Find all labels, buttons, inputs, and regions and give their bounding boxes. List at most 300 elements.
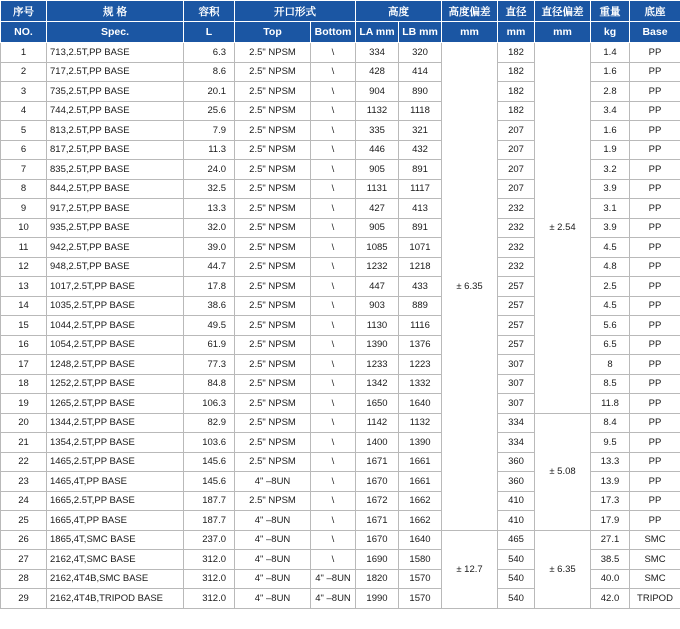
cell-top: 2.5" NPSM <box>235 491 311 511</box>
cell-spec: 942,2.5T,PP BASE <box>47 238 184 258</box>
cell-weight: 2.8 <box>591 82 630 102</box>
cell-lb: 1132 <box>399 413 442 433</box>
cell-top: 4" –8UN <box>235 530 311 550</box>
cell-base: PP <box>630 316 680 336</box>
cell-spec: 2162,4T,SMC BASE <box>47 550 184 570</box>
cell-base: SMC <box>630 530 680 550</box>
header-opening-cn: 开口形式 <box>235 1 356 22</box>
cell-lb: 891 <box>399 218 442 238</box>
cell-top: 2.5" NPSM <box>235 238 311 258</box>
cell-lb: 321 <box>399 121 442 141</box>
cell-la: 427 <box>356 199 399 219</box>
cell-no: 15 <box>1 316 47 336</box>
cell-la: 1233 <box>356 355 399 375</box>
cell-spec: 1044,2.5T,PP BASE <box>47 316 184 336</box>
cell-la: 905 <box>356 218 399 238</box>
cell-spec: 1354,2.5T,PP BASE <box>47 433 184 453</box>
cell-bottom: \ <box>311 121 356 141</box>
cell-top: 2.5" NPSM <box>235 82 311 102</box>
cell-weight: 27.1 <box>591 530 630 550</box>
cell-weight: 13.3 <box>591 452 630 472</box>
cell-spec: 1665,2.5T,PP BASE <box>47 491 184 511</box>
cell-bottom: \ <box>311 277 356 297</box>
header-spec-en: Spec. <box>47 22 184 43</box>
cell-volume: 187.7 <box>184 511 235 531</box>
header-lb-en: LB mm <box>399 22 442 43</box>
cell-top: 4" –8UN <box>235 589 311 609</box>
cell-bottom: \ <box>311 101 356 121</box>
cell-base: PP <box>630 335 680 355</box>
cell-spec: 813,2.5T,PP BASE <box>47 121 184 141</box>
cell-lb: 890 <box>399 82 442 102</box>
cell-volume: 312.0 <box>184 550 235 570</box>
cell-base: PP <box>630 43 680 63</box>
cell-volume: 11.3 <box>184 140 235 160</box>
cell-no: 21 <box>1 433 47 453</box>
cell-diameter: 540 <box>498 589 535 609</box>
cell-diameter: 540 <box>498 550 535 570</box>
cell-diameter: 257 <box>498 296 535 316</box>
cell-lb: 433 <box>399 277 442 297</box>
cell-no: 4 <box>1 101 47 121</box>
cell-bottom: \ <box>311 355 356 375</box>
cell-base: TRIPOD <box>630 589 680 609</box>
cell-no: 19 <box>1 394 47 414</box>
cell-top: 2.5" NPSM <box>235 394 311 414</box>
cell-no: 14 <box>1 296 47 316</box>
cell-spec: 1865,4T,SMC BASE <box>47 530 184 550</box>
cell-spec: 1665,4T,PP BASE <box>47 511 184 531</box>
cell-la: 1130 <box>356 316 399 336</box>
cell-lb: 414 <box>399 62 442 82</box>
cell-volume: 24.0 <box>184 160 235 180</box>
table-body <box>1 43 680 609</box>
cell-diameter: 307 <box>498 355 535 375</box>
header-height-tol-unit: mm <box>442 22 498 43</box>
table-row <box>1 530 680 550</box>
cell-bottom: \ <box>311 394 356 414</box>
cell-no: 28 <box>1 569 47 589</box>
cell-spec: 2162,4T4B,TRIPOD BASE <box>47 589 184 609</box>
cell-base: PP <box>630 82 680 102</box>
header-no-en: NO. <box>1 22 47 43</box>
cell-base: PP <box>630 413 680 433</box>
cell-spec: 1035,2.5T,PP BASE <box>47 296 184 316</box>
header-spec-cn: 规 格 <box>47 1 184 22</box>
cell-diameter: 232 <box>498 257 535 277</box>
cell-bottom: \ <box>311 257 356 277</box>
cell-top: 4" –8UN <box>235 511 311 531</box>
cell-spec: 717,2.5T,PP BASE <box>47 62 184 82</box>
cell-spec: 1248,2.5T,PP BASE <box>47 355 184 375</box>
cell-la: 1990 <box>356 589 399 609</box>
cell-spec: 713,2.5T,PP BASE <box>47 43 184 63</box>
cell-top: 2.5" NPSM <box>235 62 311 82</box>
cell-bottom: \ <box>311 179 356 199</box>
header-la-en: LA mm <box>356 22 399 43</box>
cell-top: 2.5" NPSM <box>235 179 311 199</box>
cell-top: 2.5" NPSM <box>235 199 311 219</box>
cell-volume: 312.0 <box>184 569 235 589</box>
cell-volume: 312.0 <box>184 589 235 609</box>
cell-bottom: \ <box>311 238 356 258</box>
cell-diameter: 257 <box>498 316 535 336</box>
cell-la: 334 <box>356 43 399 63</box>
cell-no: 16 <box>1 335 47 355</box>
cell-spec: 817,2.5T,PP BASE <box>47 140 184 160</box>
cell-top: 2.5" NPSM <box>235 374 311 394</box>
cell-no: 17 <box>1 355 47 375</box>
cell-base: PP <box>630 62 680 82</box>
cell-lb: 432 <box>399 140 442 160</box>
cell-diameter: 307 <box>498 394 535 414</box>
cell-no: 6 <box>1 140 47 160</box>
cell-lb: 1332 <box>399 374 442 394</box>
cell-lb: 889 <box>399 296 442 316</box>
cell-base: SMC <box>630 569 680 589</box>
cell-base: PP <box>630 433 680 453</box>
cell-la: 1672 <box>356 491 399 511</box>
cell-weight: 8.5 <box>591 374 630 394</box>
cell-bottom: \ <box>311 218 356 238</box>
cell-diameter: 182 <box>498 82 535 102</box>
cell-volume: 145.6 <box>184 452 235 472</box>
cell-spec: 1344,2.5T,PP BASE <box>47 413 184 433</box>
cell-spec: 844,2.5T,PP BASE <box>47 179 184 199</box>
cell-no: 20 <box>1 413 47 433</box>
header-volume-cn: 容积 <box>184 1 235 22</box>
cell-la: 1085 <box>356 238 399 258</box>
cell-volume: 39.0 <box>184 238 235 258</box>
cell-weight: 3.9 <box>591 179 630 199</box>
cell-la: 904 <box>356 82 399 102</box>
cell-lb: 1640 <box>399 530 442 550</box>
cell-spec: 935,2.5T,PP BASE <box>47 218 184 238</box>
cell-lb: 1116 <box>399 316 442 336</box>
cell-bottom: \ <box>311 62 356 82</box>
cell-top: 4" –8UN <box>235 472 311 492</box>
cell-weight: 3.4 <box>591 101 630 121</box>
cell-no: 9 <box>1 199 47 219</box>
cell-bottom: \ <box>311 82 356 102</box>
cell-no: 29 <box>1 589 47 609</box>
header-height-cn: 高度 <box>356 1 442 22</box>
cell-top: 4" –8UN <box>235 569 311 589</box>
cell-weight: 3.1 <box>591 199 630 219</box>
cell-bottom: \ <box>311 511 356 531</box>
cell-weight: 6.5 <box>591 335 630 355</box>
header-row-en <box>1 22 680 43</box>
cell-top: 2.5" NPSM <box>235 101 311 121</box>
cell-top: 2.5" NPSM <box>235 316 311 336</box>
header-diameter-tol-unit: mm <box>535 22 591 43</box>
cell-diameter: 207 <box>498 160 535 180</box>
cell-top: 2.5" NPSM <box>235 43 311 63</box>
cell-bottom: \ <box>311 491 356 511</box>
cell-diameter: 207 <box>498 121 535 141</box>
cell-diameter: 410 <box>498 491 535 511</box>
cell-lb: 1223 <box>399 355 442 375</box>
cell-bottom: \ <box>311 530 356 550</box>
cell-spec: 1252,2.5T,PP BASE <box>47 374 184 394</box>
header-row-cn <box>1 1 680 22</box>
cell-lb: 1640 <box>399 394 442 414</box>
cell-spec: 948,2.5T,PP BASE <box>47 257 184 277</box>
cell-no: 22 <box>1 452 47 472</box>
cell-la: 1400 <box>356 433 399 453</box>
cell-lb: 1662 <box>399 511 442 531</box>
cell-diameter: 257 <box>498 335 535 355</box>
cell-la: 446 <box>356 140 399 160</box>
cell-top: 2.5" NPSM <box>235 335 311 355</box>
cell-diameter: 540 <box>498 569 535 589</box>
cell-volume: 13.3 <box>184 199 235 219</box>
cell-weight: 17.9 <box>591 511 630 531</box>
cell-bottom: \ <box>311 140 356 160</box>
cell-lb: 1661 <box>399 472 442 492</box>
cell-top: 2.5" NPSM <box>235 140 311 160</box>
diameter-tolerance-cell: ± 6.35 <box>535 530 591 608</box>
cell-weight: 8.4 <box>591 413 630 433</box>
cell-volume: 49.5 <box>184 316 235 336</box>
cell-la: 905 <box>356 160 399 180</box>
cell-diameter: 207 <box>498 179 535 199</box>
cell-la: 1671 <box>356 452 399 472</box>
cell-base: PP <box>630 511 680 531</box>
cell-top: 2.5" NPSM <box>235 413 311 433</box>
cell-volume: 8.6 <box>184 62 235 82</box>
cell-volume: 187.7 <box>184 491 235 511</box>
cell-lb: 1071 <box>399 238 442 258</box>
diameter-tolerance-cell: ± 2.54 <box>535 43 591 414</box>
cell-spec: 2162,4T4B,SMC BASE <box>47 569 184 589</box>
cell-volume: 103.6 <box>184 433 235 453</box>
cell-volume: 82.9 <box>184 413 235 433</box>
cell-diameter: 465 <box>498 530 535 550</box>
cell-base: PP <box>630 160 680 180</box>
cell-top: 2.5" NPSM <box>235 160 311 180</box>
cell-diameter: 360 <box>498 472 535 492</box>
cell-weight: 40.0 <box>591 569 630 589</box>
cell-la: 1232 <box>356 257 399 277</box>
cell-base: PP <box>630 199 680 219</box>
cell-base: PP <box>630 218 680 238</box>
cell-weight: 3.2 <box>591 160 630 180</box>
height-tolerance-cell: ± 12.7 <box>442 530 498 608</box>
cell-la: 1690 <box>356 550 399 570</box>
cell-no: 13 <box>1 277 47 297</box>
cell-la: 903 <box>356 296 399 316</box>
cell-diameter: 232 <box>498 238 535 258</box>
cell-base: PP <box>630 355 680 375</box>
cell-lb: 1570 <box>399 589 442 609</box>
cell-lb: 1390 <box>399 433 442 453</box>
header-diameter-tol-cn: 直径偏差 <box>535 1 591 22</box>
header-base-cn: 底座 <box>630 1 680 22</box>
cell-base: PP <box>630 238 680 258</box>
cell-weight: 4.5 <box>591 296 630 316</box>
cell-no: 24 <box>1 491 47 511</box>
cell-top: 4" –8UN <box>235 550 311 570</box>
cell-bottom: \ <box>311 199 356 219</box>
cell-spec: 835,2.5T,PP BASE <box>47 160 184 180</box>
height-tolerance-cell: ± 6.35 <box>442 43 498 531</box>
cell-volume: 44.7 <box>184 257 235 277</box>
cell-top: 2.5" NPSM <box>235 296 311 316</box>
cell-no: 10 <box>1 218 47 238</box>
cell-base: PP <box>630 491 680 511</box>
cell-bottom: \ <box>311 433 356 453</box>
cell-bottom: \ <box>311 316 356 336</box>
cell-no: 12 <box>1 257 47 277</box>
cell-diameter: 410 <box>498 511 535 531</box>
cell-weight: 8 <box>591 355 630 375</box>
cell-spec: 1465,2.5T,PP BASE <box>47 452 184 472</box>
cell-diameter: 182 <box>498 43 535 63</box>
cell-volume: 17.8 <box>184 277 235 297</box>
cell-weight: 2.5 <box>591 277 630 297</box>
cell-spec: 1017,2.5T,PP BASE <box>47 277 184 297</box>
cell-volume: 6.3 <box>184 43 235 63</box>
cell-la: 1820 <box>356 569 399 589</box>
cell-volume: 84.8 <box>184 374 235 394</box>
cell-diameter: 232 <box>498 199 535 219</box>
cell-weight: 1.6 <box>591 121 630 141</box>
cell-la: 1670 <box>356 472 399 492</box>
cell-diameter: 334 <box>498 413 535 433</box>
cell-lb: 1570 <box>399 569 442 589</box>
cell-diameter: 360 <box>498 452 535 472</box>
cell-volume: 61.9 <box>184 335 235 355</box>
cell-la: 428 <box>356 62 399 82</box>
cell-lb: 1118 <box>399 101 442 121</box>
cell-la: 447 <box>356 277 399 297</box>
cell-lb: 1218 <box>399 257 442 277</box>
cell-base: PP <box>630 394 680 414</box>
header-diameter-unit: mm <box>498 22 535 43</box>
diameter-tolerance-cell: ± 5.08 <box>535 413 591 530</box>
cell-bottom: 4" –8UN <box>311 589 356 609</box>
cell-bottom: \ <box>311 335 356 355</box>
cell-bottom: \ <box>311 413 356 433</box>
cell-top: 2.5" NPSM <box>235 218 311 238</box>
cell-weight: 5.6 <box>591 316 630 336</box>
cell-spec: 744,2.5T,PP BASE <box>47 101 184 121</box>
header-diameter-cn: 直径 <box>498 1 535 22</box>
cell-base: PP <box>630 277 680 297</box>
cell-no: 3 <box>1 82 47 102</box>
cell-la: 1131 <box>356 179 399 199</box>
header-top-en: Top <box>235 22 311 43</box>
cell-top: 2.5" NPSM <box>235 277 311 297</box>
cell-volume: 237.0 <box>184 530 235 550</box>
header-base-en: Base <box>630 22 680 43</box>
cell-lb: 1376 <box>399 335 442 355</box>
header-volume-en: L <box>184 22 235 43</box>
cell-bottom: \ <box>311 374 356 394</box>
cell-spec: 735,2.5T,PP BASE <box>47 82 184 102</box>
cell-lb: 320 <box>399 43 442 63</box>
cell-diameter: 182 <box>498 101 535 121</box>
cell-weight: 1.4 <box>591 43 630 63</box>
cell-diameter: 182 <box>498 62 535 82</box>
cell-la: 1671 <box>356 511 399 531</box>
cell-la: 335 <box>356 121 399 141</box>
cell-no: 25 <box>1 511 47 531</box>
cell-weight: 4.5 <box>591 238 630 258</box>
cell-base: PP <box>630 179 680 199</box>
cell-base: PP <box>630 101 680 121</box>
cell-base: PP <box>630 121 680 141</box>
cell-bottom: 4" –8UN <box>311 569 356 589</box>
cell-top: 2.5" NPSM <box>235 257 311 277</box>
cell-base: PP <box>630 257 680 277</box>
cell-volume: 106.3 <box>184 394 235 414</box>
cell-no: 5 <box>1 121 47 141</box>
cell-top: 2.5" NPSM <box>235 355 311 375</box>
cell-volume: 77.3 <box>184 355 235 375</box>
cell-volume: 32.0 <box>184 218 235 238</box>
cell-weight: 1.6 <box>591 62 630 82</box>
cell-base: PP <box>630 296 680 316</box>
cell-diameter: 257 <box>498 277 535 297</box>
cell-la: 1390 <box>356 335 399 355</box>
cell-top: 2.5" NPSM <box>235 452 311 472</box>
cell-lb: 1117 <box>399 179 442 199</box>
cell-weight: 9.5 <box>591 433 630 453</box>
cell-base: PP <box>630 452 680 472</box>
cell-volume: 7.9 <box>184 121 235 141</box>
cell-volume: 25.6 <box>184 101 235 121</box>
header-bottom-en: Bottom <box>311 22 356 43</box>
cell-no: 7 <box>1 160 47 180</box>
cell-base: PP <box>630 374 680 394</box>
cell-weight: 38.5 <box>591 550 630 570</box>
cell-top: 2.5" NPSM <box>235 121 311 141</box>
cell-no: 2 <box>1 62 47 82</box>
cell-lb: 891 <box>399 160 442 180</box>
cell-bottom: \ <box>311 550 356 570</box>
cell-lb: 1661 <box>399 452 442 472</box>
cell-weight: 42.0 <box>591 589 630 609</box>
header-weight-cn: 重量 <box>591 1 630 22</box>
cell-bottom: \ <box>311 160 356 180</box>
cell-weight: 4.8 <box>591 257 630 277</box>
cell-la: 1342 <box>356 374 399 394</box>
cell-lb: 1662 <box>399 491 442 511</box>
cell-spec: 1465,4T,PP BASE <box>47 472 184 492</box>
cell-bottom: \ <box>311 472 356 492</box>
cell-bottom: \ <box>311 43 356 63</box>
cell-volume: 20.1 <box>184 82 235 102</box>
cell-weight: 1.9 <box>591 140 630 160</box>
cell-bottom: \ <box>311 296 356 316</box>
cell-volume: 32.5 <box>184 179 235 199</box>
cell-no: 23 <box>1 472 47 492</box>
cell-lb: 413 <box>399 199 442 219</box>
cell-diameter: 307 <box>498 374 535 394</box>
cell-spec: 1054,2.5T,PP BASE <box>47 335 184 355</box>
cell-weight: 3.9 <box>591 218 630 238</box>
cell-weight: 13.9 <box>591 472 630 492</box>
cell-no: 27 <box>1 550 47 570</box>
cell-bottom: \ <box>311 452 356 472</box>
cell-la: 1670 <box>356 530 399 550</box>
cell-no: 8 <box>1 179 47 199</box>
cell-top: 2.5" NPSM <box>235 433 311 453</box>
cell-la: 1132 <box>356 101 399 121</box>
cell-volume: 38.6 <box>184 296 235 316</box>
